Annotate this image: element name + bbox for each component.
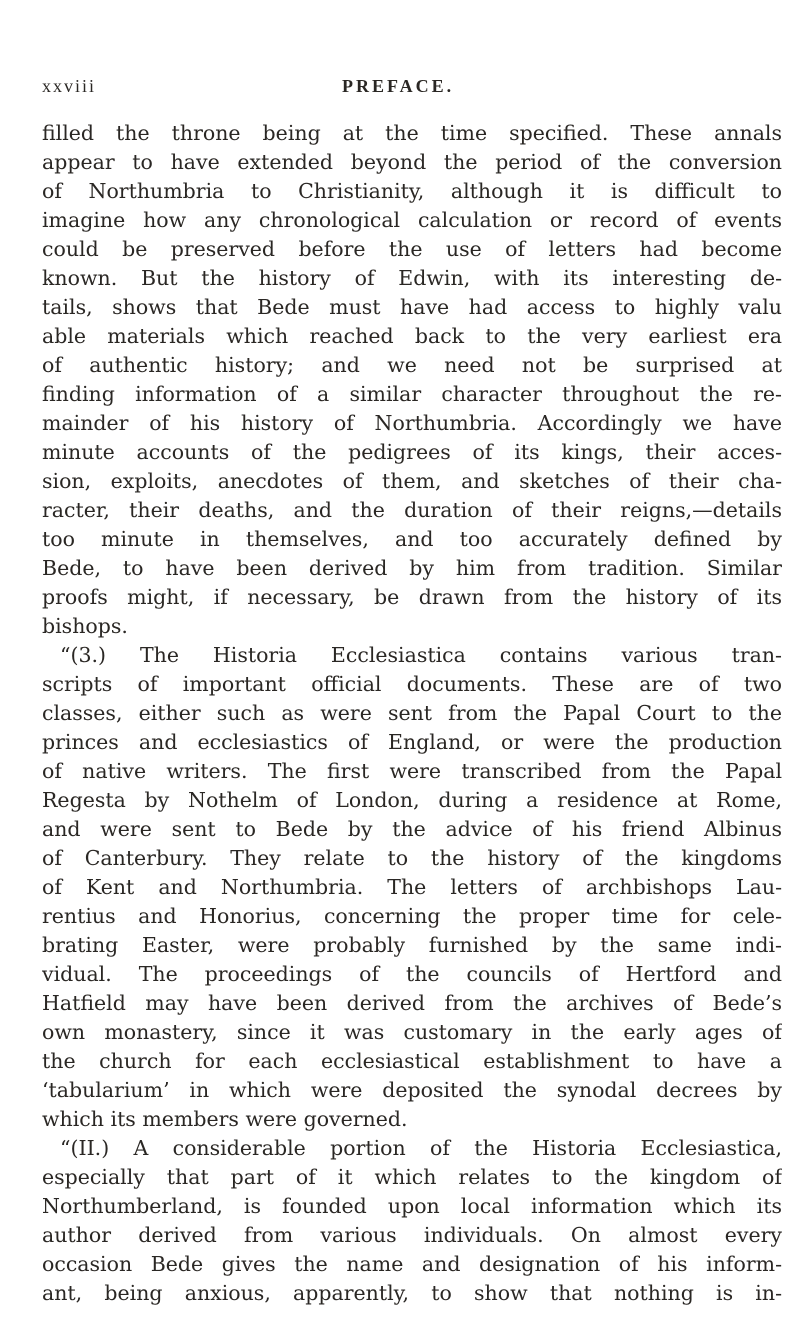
- text-line: tails, shows that Bede must have had access to highly valu: [42, 295, 782, 319]
- text-line: Regesta by Nothelm of London, during a residence at Rome,: [42, 788, 782, 812]
- body-text: [42, 119, 782, 1308]
- text-line: own monastery, since it was customary in the early ages of: [42, 1020, 782, 1044]
- text-line: of Northumbria to Christianity, although it is difficult to: [42, 179, 782, 203]
- text-line: rentius and Honorius, concerning the proper time for cele-: [42, 904, 782, 928]
- text-line: mainder of his history of Northumbria. Accordingly we have: [42, 411, 782, 435]
- text-line: of authentic history; and we need not be surprised at: [42, 353, 782, 377]
- text-line: imagine how any chronological calculation or record of events: [42, 208, 782, 232]
- text-line: princes and ecclesiastics of England, or were the production: [42, 730, 782, 754]
- text-line: author derived from various individuals. On almost every: [42, 1223, 782, 1247]
- text-line: minute accounts of the pedigrees of its kings, their acces-: [42, 440, 782, 464]
- running-title: PREFACE.: [342, 76, 455, 96]
- text-line: racter, their deaths, and the duration of their reigns,—details: [42, 498, 782, 522]
- text-line: Northumberland, is founded upon local information which its: [42, 1194, 782, 1218]
- text-line: appear to have extended beyond the period of the conversion: [42, 150, 782, 174]
- text-line: of Kent and Northumbria. The letters of archbishops Lau-: [42, 875, 782, 899]
- text-line: filled the throne being at the time specified. These annals: [42, 121, 782, 145]
- text-line: vidual. The proceedings of the councils of Hertford and: [42, 962, 782, 986]
- text-line: the church for each ecclesiastical establishment to have a: [42, 1049, 782, 1073]
- page-number: xxviii: [42, 76, 97, 96]
- text-line: classes, either such as were sent from the Papal Court to the: [42, 701, 782, 725]
- running-head: [42, 76, 462, 102]
- text-line: ‘tabularium’ in which were deposited the synodal decrees by: [42, 1078, 782, 1102]
- text-line: which its members were governed.: [42, 1107, 408, 1131]
- text-line: known. But the history of Edwin, with its interesting de-: [42, 266, 782, 290]
- text-line: bishops.: [42, 614, 128, 638]
- text-line: of native writers. The first were transcribed from the Papal: [42, 759, 782, 783]
- text-line: too minute in themselves, and too accurately defined by: [42, 527, 782, 551]
- text-line: sion, exploits, anecdotes of them, and sketches of their cha-: [42, 469, 782, 493]
- text-line: “(3.) The Historia Ecclesiastica contains various tran-: [60, 643, 782, 667]
- text-line: could be preserved before the use of letters had become: [42, 237, 782, 261]
- text-line: especially that part of it which relates to the kingdom of: [42, 1165, 782, 1189]
- text-line: brating Easter, were probably furnished by the same indi-: [42, 933, 782, 957]
- text-line: of Canterbury. They relate to the history of the kingdoms: [42, 846, 782, 870]
- text-line: finding information of a similar character throughout the re-: [42, 382, 782, 406]
- text-line: occasion Bede gives the name and designation of his inform-: [42, 1252, 782, 1276]
- text-line: scripts of important official documents. These are of two: [42, 672, 782, 696]
- text-line: and were sent to Bede by the advice of his friend Albinus: [42, 817, 782, 841]
- text-line: “(II.) A considerable portion of the Historia Ecclesiastica,: [60, 1136, 782, 1160]
- text-line: Bede, to have been derived by him from tradition. Similar: [42, 556, 782, 580]
- text-line: ant, being anxious, apparently, to show that nothing is in-: [42, 1281, 782, 1305]
- text-line: able materials which reached back to the very earliest era: [42, 324, 782, 348]
- text-line: Hatfield may have been derived from the archives of Bede’s: [42, 991, 782, 1015]
- text-line: proofs might, if necessary, be drawn from the history of its: [42, 585, 782, 609]
